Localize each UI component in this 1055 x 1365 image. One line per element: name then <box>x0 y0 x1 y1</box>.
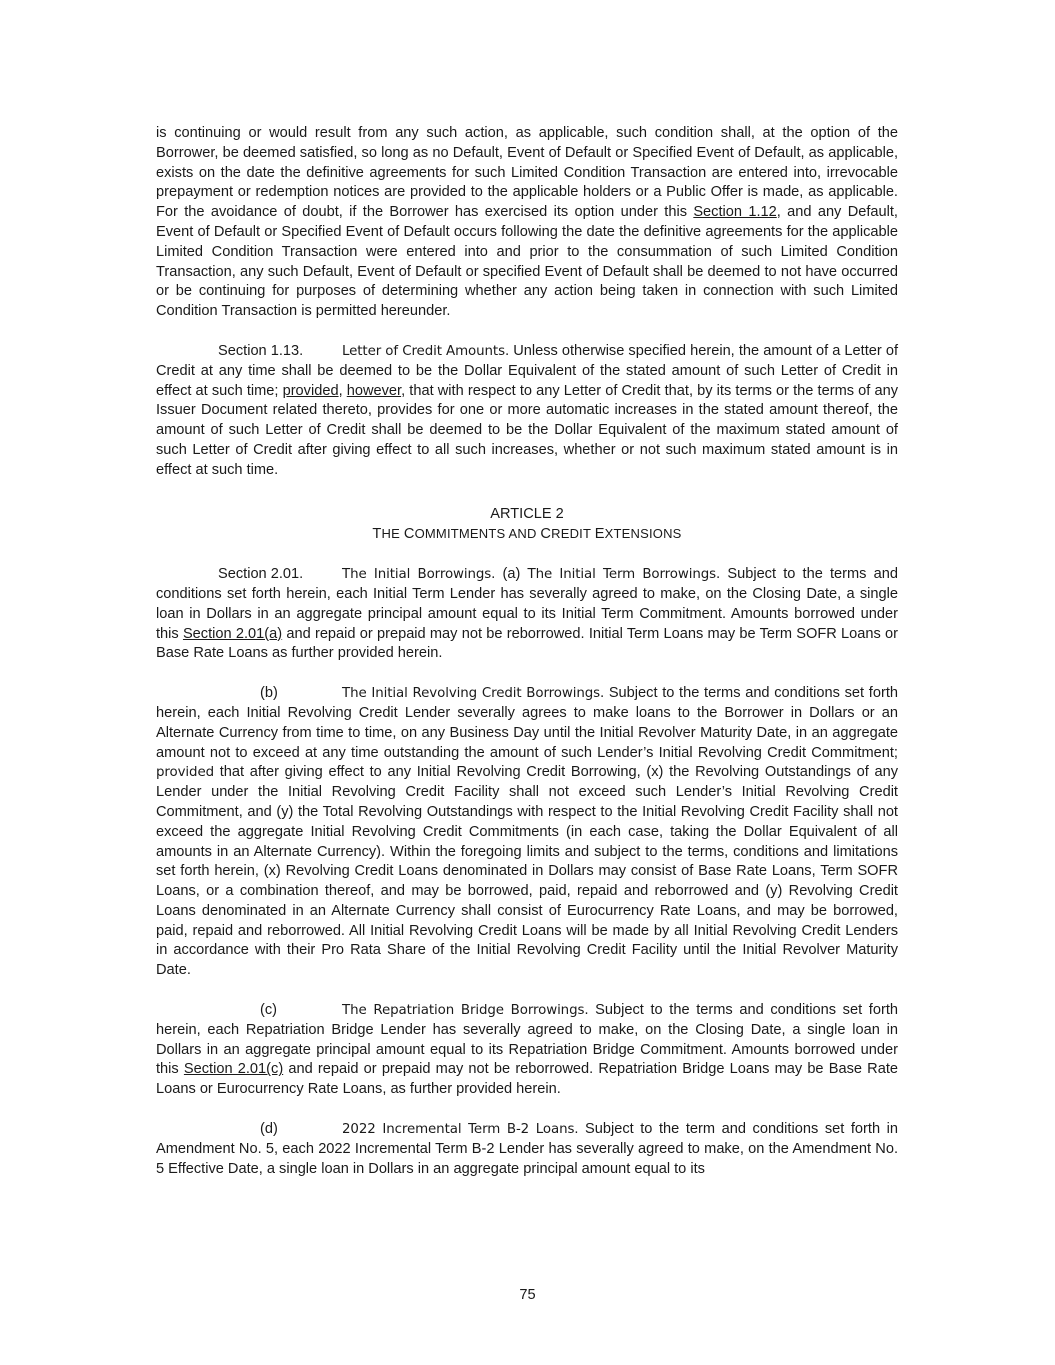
sc-cap: T <box>372 526 382 543</box>
clause-heading: The Repatriation Bridge Borrowings. <box>342 1003 589 1019</box>
article-title: ARTICLE 2 <box>490 505 564 522</box>
text: . Subject to the term and conditions set forth in Amendment No. 5, each 2022 Incremental Term B-2 Lender has severally agreed to make, on the Amendment No. 5 Effective Date, a single loan in Dollars in an aggregate principal amount equal to its <box>156 1121 898 1177</box>
section-1-12-link[interactable]: Section 1.12 <box>693 204 777 221</box>
clause-heading: The Initial Term Borrowings. <box>527 567 721 583</box>
clause-b <box>156 684 898 981</box>
sc-small: XTENSIONS <box>604 526 682 542</box>
text: , and any Default, Event of Default or Specified Event of Default occurs following the date the definitive agreements for the applicable Limited Condition Transaction were entered into and prior to the consummation of such Limited Condition Transaction, any such Default, Event of Default or specified Event of Default shall be deemed to not have occurred or be continuing for purposes of determining whether any action being taken in connection with such Limited Condition Transaction is permitted hereunder. <box>156 204 898 320</box>
section-2-01c-link[interactable]: Section 2.01(c) <box>183 1061 284 1078</box>
document-page <box>156 124 898 1179</box>
sc-cap: C <box>403 526 415 543</box>
text: that after giving effect to any Initial Revolving Credit Borrowing, (x) the Revolving Outstandings of any Lender under the Initial Revolving Credit Facility shall not exceed such Lender’s Initial Revolving Credit Commitment, and (y) the Total Revolving Outstandings with respect to the Initial Revolving Credit Facility shall not exceed the aggregate Initial Revolving Credit Commitments (in each case, taking the Dollar Equivalent of all amounts in an Alternate Currency). Within the foregoing limits and subject to the terms, conditions and limitations set forth herein, (x) Revolving Credit Loans denominated in Dollars may consist of Base Rate Loans, Term SOFR Loans, or a combination thereof, and may be borrowed, paid, repaid and reborrowed and (y) Revolving Credit Loans denominated in an Alternate Currency shall consist of Eurocurrency Rate Loans, and may be borrowed, paid, repaid and reborrowed. All Initial Revolving Credit Loans will be made by all Initial Revolving Credit Lenders in accordance with their Pro Rata Share of the Initial Revolving Credit Facility until the Initial Revolver Maturity Date. <box>156 764 898 979</box>
text: and repaid or prepaid may not be reborrowed. Initial Term Loans may be Term SOFR Loans or Base Rate Loans as further provided herein. <box>156 625 898 662</box>
clause-label: (c) <box>260 1002 278 1019</box>
section-2-01a-link[interactable]: Section 2.01(a) <box>182 625 283 642</box>
text: and repaid or prepaid may not be reborrowed. Repatriation Bridge Loans may be Base Rate Loans or Eurocurrency Rate Loans, as further provided herein. <box>156 1061 899 1098</box>
section-1-13 <box>156 342 898 481</box>
sc-small: REDIT <box>551 526 595 542</box>
provided-term: provided <box>156 765 214 781</box>
sc-cap: C <box>540 526 552 543</box>
clause-label: (d) <box>260 1121 278 1138</box>
text: Subject to the terms and conditions set forth herein, each Initial Term Lender has severally agreed to make, on the Closing Date, a single loan in Dollars in an aggregate principal amount equal to its Initial Term Commitment. Amounts borrowed under this <box>156 566 898 642</box>
text: Unless otherwise specified herein, the amount of a Letter of Credit at any time shall be deemed to be the Dollar Equivalent of the stated amount of such Letter of Credit in effect at such time; <box>156 342 898 399</box>
section-heading: The Initial Borrowings. <box>342 567 496 583</box>
text: Subject to the terms and conditions set forth herein, each Repatriation Bridge Lender has severally agreed to make, on the Closing Date, a single loan in Dollars in an aggregate principal amount equal to its Repatriation Bridge Commitment. Amounts borrowed under this <box>156 1002 898 1078</box>
clause-label: (a) <box>495 566 528 583</box>
sc-cap: E <box>594 526 605 543</box>
however-term: however <box>346 382 402 399</box>
provided-term: provided <box>282 382 339 399</box>
page-number: 75 <box>519 1287 536 1303</box>
text: , that with respect to any Letter of Credit that, by its terms or the terms of any Issuer Document related thereto, provides for one or more automatic increases in the stated amount thereof, the amount of such Letter of Credit shall be deemed to be the Dollar Equivalent of the maximum stated amount of such Letter of Credit after giving effect to all such increases, whether or not such maximum stated amount is in effect at such time. <box>156 382 898 478</box>
clause-heading: 2022 Incremental Term B-2 Loans <box>342 1122 575 1138</box>
text: is continuing or would result from any such action, as applicable, such condition shall, at the option of the Borrower, be deemed satisfied, so long as no Default, Event of Default or Specified Event of Default, as applicable, exists on the date the definitive agreements for such Limited Condition Transaction are entered into, irrevocable prepayment or redemption notices are provided to the applicable holders or a Public Offer is made, as applicable. For the avoidance of doubt, if the Borrower has exercised its option under this <box>156 125 898 221</box>
sc-small: OMMITMENTS AND <box>414 526 541 542</box>
article-subtitle <box>156 524 898 545</box>
section-number: Section 1.13. <box>218 342 304 359</box>
clause-c <box>156 1001 898 1100</box>
clause-label: (b) <box>260 685 278 702</box>
text: Subject to the terms and conditions set forth herein, each Initial Revolving Credit Lender severally agrees to make loans to the Borrower in Dollars or an Alternate Currency from time to time, on any Business Day until the Initial Revolver Maturity Date, in an aggregate amount not to exceed at any time outstanding the amount of such Lender’s Initial Revolving Credit Commitment; <box>156 685 898 761</box>
clause-d <box>156 1120 898 1179</box>
section-2-01-a <box>156 565 898 664</box>
section-heading: Letter of Credit Amounts. <box>342 343 510 359</box>
text: , <box>338 382 347 399</box>
sc-small: HE <box>381 526 404 542</box>
clause-heading: The Initial Revolving Credit Borrowings. <box>342 686 605 702</box>
section-number: Section 2.01. <box>218 566 304 583</box>
paragraph-lct-continuation <box>156 124 898 322</box>
